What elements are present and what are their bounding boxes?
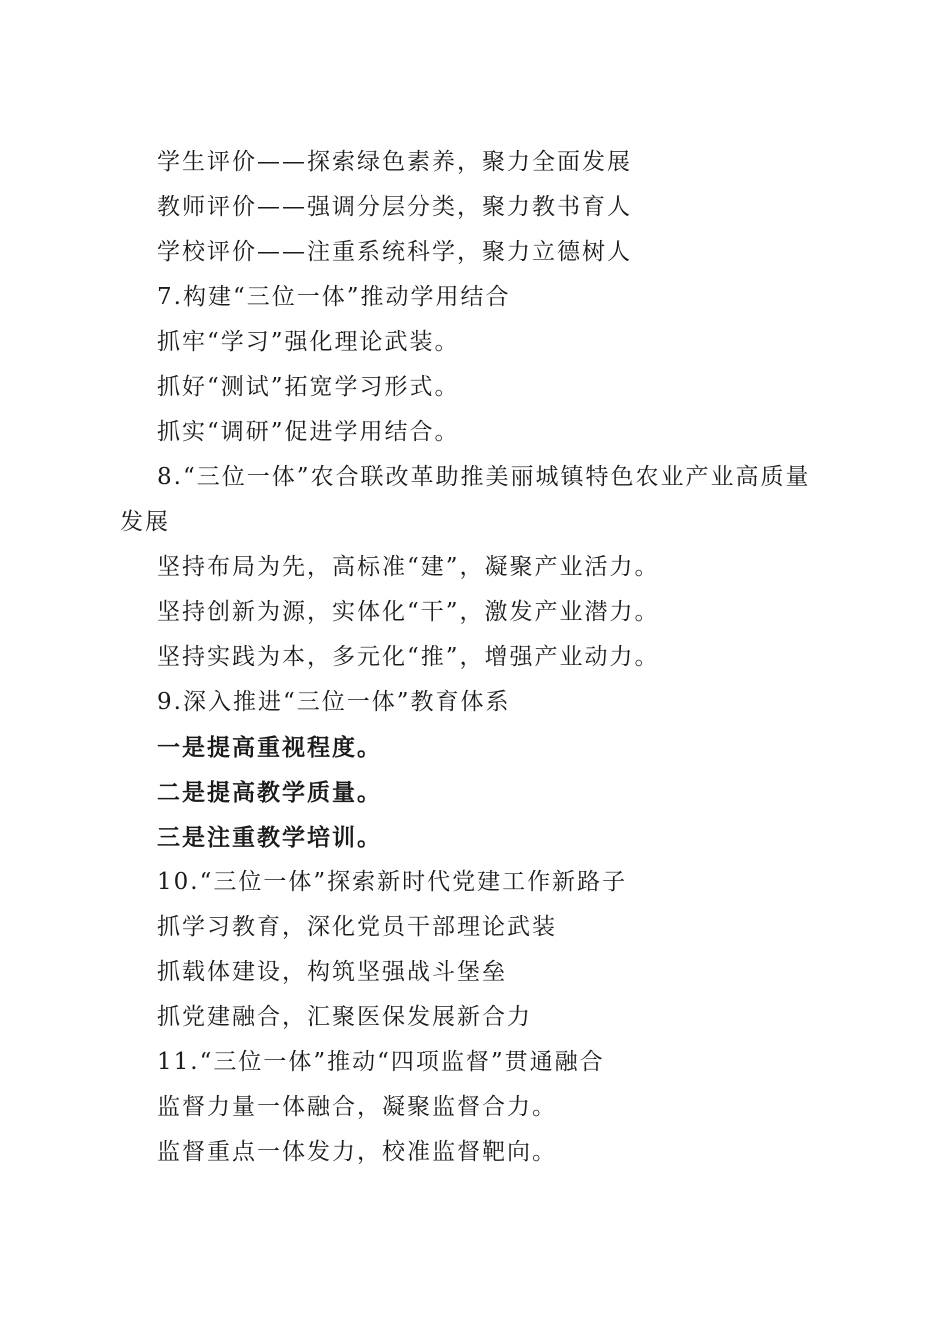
document-body [120,140,825,1175]
paragraph-8-2: 坚持创新为源，实体化“干”，激发产业潜力。 [157,599,660,625]
section-heading-10: 10.“三位一体”探索新时代党建工作新路子 [157,869,628,895]
paragraph-10-2: 抓载体建设，构筑坚强战斗堡垒 [157,959,507,985]
paragraph-10-3: 抓党建融合，汇聚医保发展新合力 [157,1004,532,1030]
paragraph-7-1: 抓牢“学习”强化理论武装。 [157,329,460,355]
paragraph-9-3: 三是注重教学培训。 [157,824,382,851]
paragraph-9-2: 二是提高教学质量。 [157,779,382,806]
section-heading-8: 8.“三位一体”农合联改革助推美丽城镇特色农业产业高质量发展 [120,464,811,535]
paragraph-school-evaluation: 学校评价——注重系统科学，聚力立德树人 [157,239,632,265]
section-heading-7: 7.构建“三位一体”推动学用结合 [157,284,511,310]
paragraph-7-3: 抓实“调研”促进学用结合。 [157,419,460,445]
paragraph-11-1: 监督力量一体融合，凝聚监督合力。 [157,1094,557,1120]
paragraph-9-1: 一是提高重视程度。 [157,734,382,761]
paragraph-7-2: 抓好“测试”拓宽学习形式。 [157,374,460,400]
paragraph-teacher-evaluation: 教师评价——强调分层分类，聚力教书育人 [157,194,632,220]
paragraph-11-2: 监督重点一体发力，校准监督靶向。 [157,1139,557,1165]
paragraph-student-evaluation: 学生评价——探索绿色素养，聚力全面发展 [157,149,632,175]
paragraph-10-1: 抓学习教育，深化党员干部理论武装 [157,914,557,940]
paragraph-8-1: 坚持布局为先，高标准“建”，凝聚产业活力。 [157,554,660,580]
section-heading-9: 9.深入推进“三位一体”教育体系 [157,689,511,715]
paragraph-8-3: 坚持实践为本，多元化“推”，增强产业动力。 [157,644,660,670]
section-heading-11: 11.“三位一体”推动“四项监督”贯通融合 [157,1049,605,1075]
